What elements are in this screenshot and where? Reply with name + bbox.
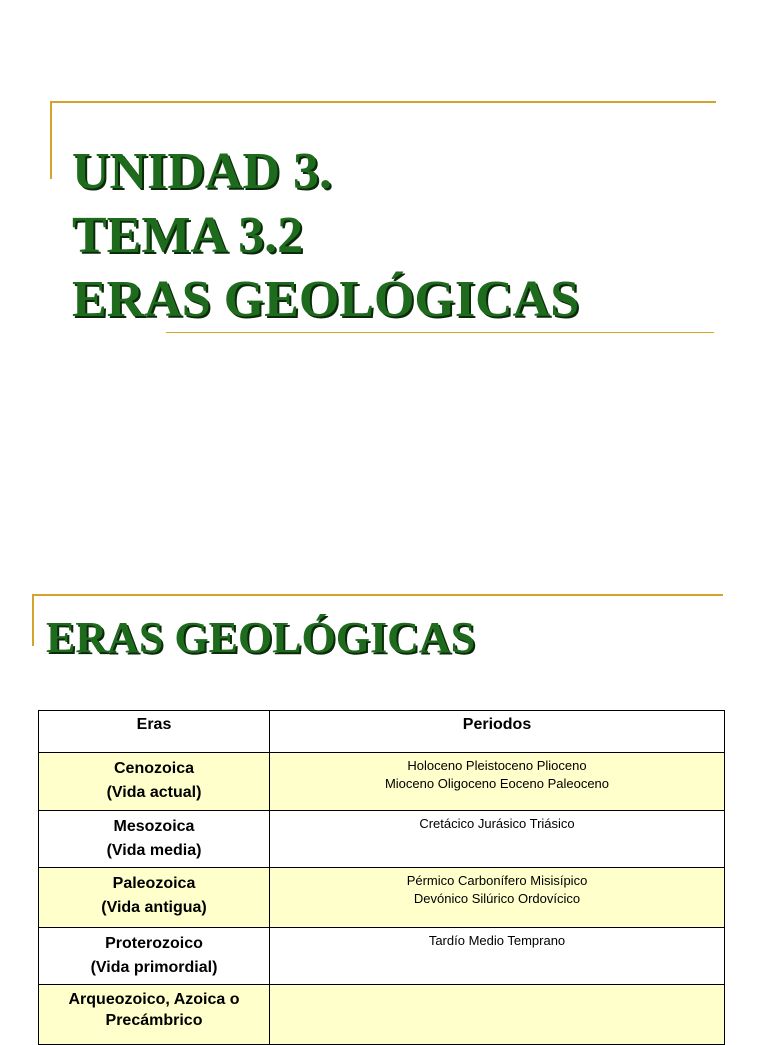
- left-accent-line: [50, 101, 52, 179]
- table-row: [39, 985, 725, 1045]
- era-name: Cenozoica: [113, 760, 194, 777]
- periods-cell: [270, 753, 725, 811]
- table-row: [39, 753, 725, 811]
- periods-cell: [270, 811, 725, 868]
- left-accent-line: [32, 594, 34, 646]
- era-name: Mesozoica: [113, 818, 195, 835]
- top-accent-line: [50, 101, 716, 103]
- slide-title: [72, 140, 579, 332]
- periods-line: Holoceno Pleistoceno Plioceno: [407, 758, 587, 773]
- era-meaning: (Vida antigua): [101, 899, 207, 916]
- bottom-accent-line: [166, 332, 714, 333]
- era-cell: [39, 868, 270, 928]
- periods-line: Tardío Medio Temprano: [428, 933, 566, 948]
- era-cell: [39, 985, 270, 1045]
- header-periodos: Periodos: [270, 711, 725, 753]
- periods-cell: [270, 985, 725, 1045]
- title-line-topic: TEMA 3.2: [72, 207, 304, 264]
- periods-line: Devónico Silúrico Ordovícico: [413, 891, 581, 906]
- content-slide: [0, 560, 768, 1029]
- periods-cell: [270, 868, 725, 928]
- periods-line: Pérmico Carbonífero Misisípico: [406, 873, 588, 888]
- title-line-unit: UNIDAD 3.: [72, 143, 332, 200]
- era-name: Proterozoico: [105, 935, 203, 952]
- top-accent-line: [32, 594, 723, 596]
- era-cell: [39, 811, 270, 868]
- periods-line: Cretácico Jurásico Triásico: [419, 816, 575, 831]
- era-meaning: (Vida actual): [106, 784, 202, 801]
- table-row: [39, 928, 725, 985]
- periods-cell: [270, 928, 725, 985]
- slide-heading: ERAS GEOLÓGICAS: [46, 613, 476, 662]
- table-header-row: [39, 711, 725, 753]
- table-row: [39, 868, 725, 928]
- header-eras: Eras: [39, 711, 270, 753]
- periods-line: Mioceno Oligoceno Eoceno Paleoceno: [384, 776, 610, 791]
- title-line-subject: ERAS GEOLÓGICAS: [72, 271, 580, 328]
- era-meaning: (Vida media): [106, 842, 202, 859]
- eras-table: [38, 710, 725, 1045]
- era-name: Paleozoica: [112, 875, 196, 892]
- era-cell: [39, 928, 270, 985]
- table-row: [39, 811, 725, 868]
- era-name: Arqueozoico, Azoica o: [68, 991, 240, 1008]
- era-name-continued: Precámbrico: [105, 1012, 203, 1029]
- era-meaning: (Vida primordial): [90, 959, 218, 976]
- era-cell: [39, 753, 270, 811]
